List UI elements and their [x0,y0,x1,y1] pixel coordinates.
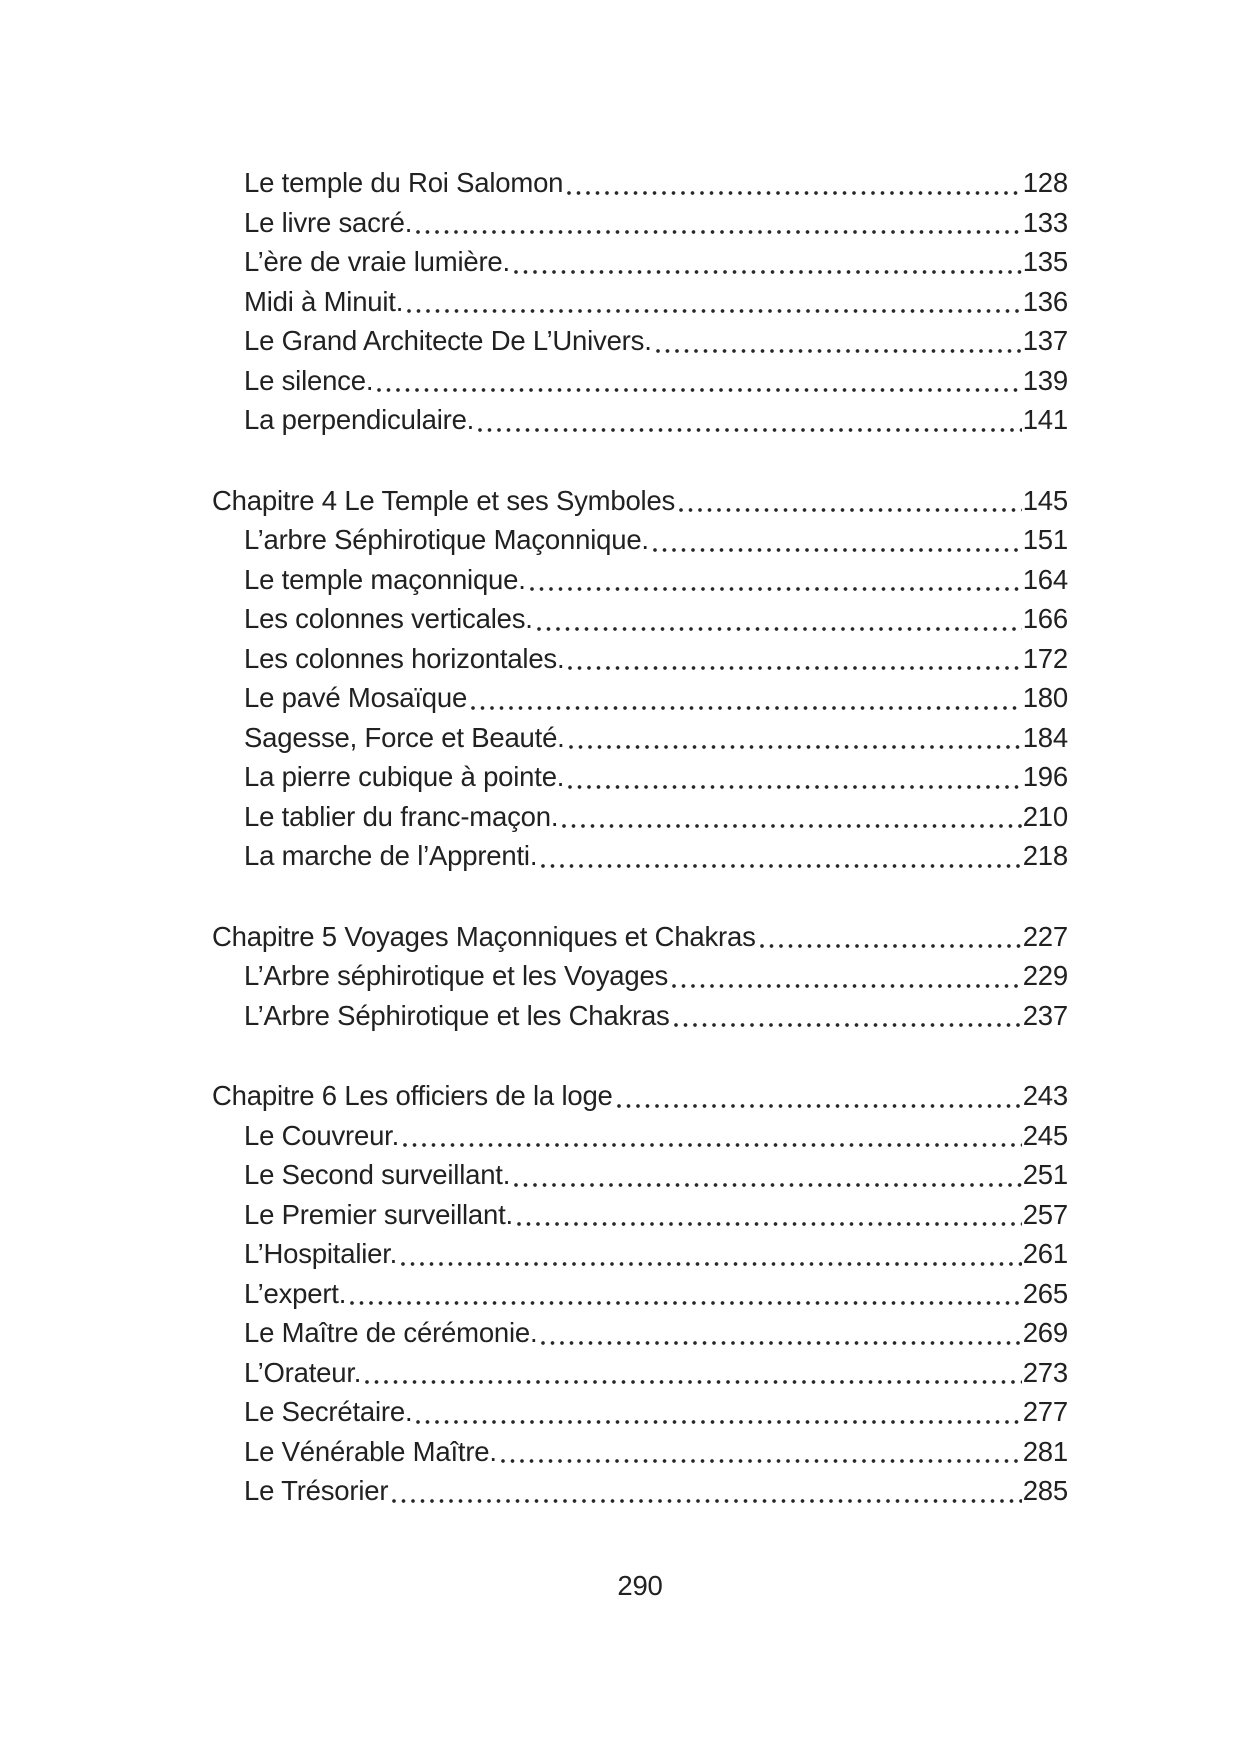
toc-item-row [212,1313,1068,1353]
toc-chapter-row [212,481,1068,521]
toc-entry-label: L’expert. [244,1277,347,1309]
toc-entry-page: 265 [1022,1277,1068,1309]
toc-entry-page: 172 [1022,642,1068,674]
toc-entry-label: L’arbre Séphirotique Maçonnique. [244,524,649,555]
toc-item-row [212,1432,1068,1472]
toc-item-row [212,1116,1068,1156]
toc-item-row [212,400,1068,440]
toc-entry-page: 135 [1022,246,1068,277]
dot-leader [510,242,1023,282]
toc-entry-label: Chapitre 5 Voyages Maçonniques et Chakras [212,920,756,952]
dot-leader [510,1155,1023,1195]
dot-leader [564,757,1022,797]
toc-entry-label: Chapitre 4 Le Temple et ses Symboles [212,484,676,516]
toc-item-row [212,163,1068,203]
toc-entry-page: 151 [1022,524,1068,555]
toc-entry-label: Le temple maçonnique. [244,563,526,595]
dot-leader [564,639,1022,679]
toc-entry-label: La pierre cubique à pointe. [244,761,565,792]
toc-entry-label: La perpendiculaire. [244,404,475,435]
toc-entry-page: 227 [1022,920,1068,952]
toc-entry-label: L’Arbre séphirotique et les Voyages [244,960,669,991]
toc-entry-page: 139 [1022,364,1068,396]
toc-entry-label: Sagesse, Force et Beauté. [244,721,565,753]
dot-leader [652,321,1023,361]
toc-entry-label: Chapitre 6 Les officiers de la loge [212,1080,613,1111]
toc-entry-label: Le tablier du franc-maçon. [244,800,559,832]
toc-entry-label: Le temple du Roi Salomon [244,167,564,198]
dot-leader [467,678,1023,718]
toc-entry-label: Le Vénérable Maître. [244,1435,497,1467]
toc-entry-label: Le Couvreur. [244,1119,400,1151]
dot-leader [649,520,1023,560]
toc-entry-label: Les colonnes verticales. [244,603,533,634]
toc-entry-page: 257 [1022,1198,1068,1230]
toc-entry-label: Midi à Minuit. [244,285,404,317]
toc-item-row [212,560,1068,600]
toc-entry-page: 229 [1022,960,1068,991]
toc-item-row [212,718,1068,758]
dot-leader [756,917,1023,957]
toc-entry-label: Le pavé Mosaïque [244,682,468,713]
toc-item-row [212,282,1068,322]
toc-entry-page: 184 [1022,721,1068,753]
toc-entry-page: 136 [1022,285,1068,317]
dot-leader [397,1234,1023,1274]
toc-item-row [212,361,1068,401]
dot-leader [403,282,1023,322]
toc-entry-page: 218 [1022,840,1068,871]
toc-entry-page: 261 [1022,1238,1068,1269]
toc-entry-label: L’Arbre Séphirotique et les Chakras [244,999,670,1031]
toc-item-row [212,1471,1068,1511]
dot-leader [558,797,1022,837]
toc-item-row [212,797,1068,837]
toc-entry-label: Le silence. [244,364,374,396]
toc-entry-page: 145 [1022,484,1068,516]
toc-entry-label: L’Orateur. [244,1356,362,1388]
toc-item-row [212,678,1068,718]
toc-entry-label: Le Grand Architecte De L’Univers. [244,325,652,356]
toc-section [212,917,1068,1036]
dot-leader [533,599,1023,639]
page-number-footer: 290 [617,1570,663,1601]
toc-entry-page: 273 [1022,1356,1068,1388]
dot-leader [474,400,1023,440]
toc-item-row [212,956,1068,996]
toc-entry-page: 285 [1022,1475,1068,1506]
toc-entry-label: Le Maître de cérémonie. [244,1317,538,1348]
toc-entry-label: Le Second surveillant. [244,1159,511,1190]
toc-entry-page: 210 [1022,800,1068,832]
dot-leader [563,163,1022,203]
dot-leader [388,1471,1022,1511]
toc-entry-page: 269 [1022,1317,1068,1348]
toc-item-row [212,757,1068,797]
toc-entry-label: Les colonnes horizontales. [244,642,565,674]
toc-item-row [212,1274,1068,1314]
toc-entry-page: 166 [1022,603,1068,634]
toc-item-row [212,1234,1068,1274]
toc-entry-label: Le Premier surveillant. [244,1198,513,1230]
toc-item-row [212,321,1068,361]
dot-leader [537,1313,1022,1353]
toc-entry-page: 243 [1022,1080,1068,1111]
dot-leader [668,956,1023,996]
dot-leader [613,1076,1023,1116]
toc-entry-page: 245 [1022,1119,1068,1151]
toc-section [212,163,1068,440]
toc-item-row [212,836,1068,876]
toc-entry-label: Le Secrétaire. [244,1396,413,1427]
dot-leader [565,718,1023,758]
toc-chapter-row [212,1076,1068,1116]
dot-leader [513,1195,1023,1235]
toc-entry-page: 277 [1022,1396,1068,1427]
toc [212,163,1068,1511]
dot-leader [346,1274,1023,1314]
dot-leader [399,1116,1023,1156]
dot-leader [497,1432,1023,1472]
toc-entry-label: Le Trésorier [244,1475,389,1506]
toc-entry-page: 128 [1022,167,1068,198]
dot-leader [537,836,1022,876]
dot-leader [670,996,1023,1036]
toc-item-row [212,639,1068,679]
toc-item-row [212,1353,1068,1393]
dot-leader [526,560,1023,600]
toc-item-row [212,599,1068,639]
toc-chapter-row [212,917,1068,957]
toc-entry-label: L’Hospitalier. [244,1238,398,1269]
toc-item-row [212,1392,1068,1432]
dot-leader [412,203,1023,243]
toc-item-row [212,203,1068,243]
toc-item-row [212,1195,1068,1235]
dot-leader [361,1353,1022,1393]
toc-item-row [212,1155,1068,1195]
toc-entry-page: 281 [1022,1435,1068,1467]
toc-item-row [212,996,1068,1036]
dot-leader [373,361,1022,401]
toc-entry-label: Le livre sacré. [244,206,413,238]
toc-entry-label: L’ère de vraie lumière. [244,246,510,277]
toc-section [212,1076,1068,1511]
toc-entry-page: 133 [1022,206,1068,238]
toc-entry-page: 251 [1022,1159,1068,1190]
dot-leader [675,481,1023,521]
toc-entry-page: 164 [1022,563,1068,595]
toc-section [212,481,1068,876]
toc-entry-page: 237 [1022,999,1068,1031]
dot-leader [412,1392,1022,1432]
toc-entry-page: 137 [1022,325,1068,356]
toc-item-row [212,242,1068,282]
toc-entry-page: 196 [1022,761,1068,792]
toc-entry-page: 180 [1022,682,1068,713]
toc-entry-label: La marche de l’Apprenti. [244,840,538,871]
toc-entry-page: 141 [1022,404,1068,435]
toc-item-row [212,520,1068,560]
